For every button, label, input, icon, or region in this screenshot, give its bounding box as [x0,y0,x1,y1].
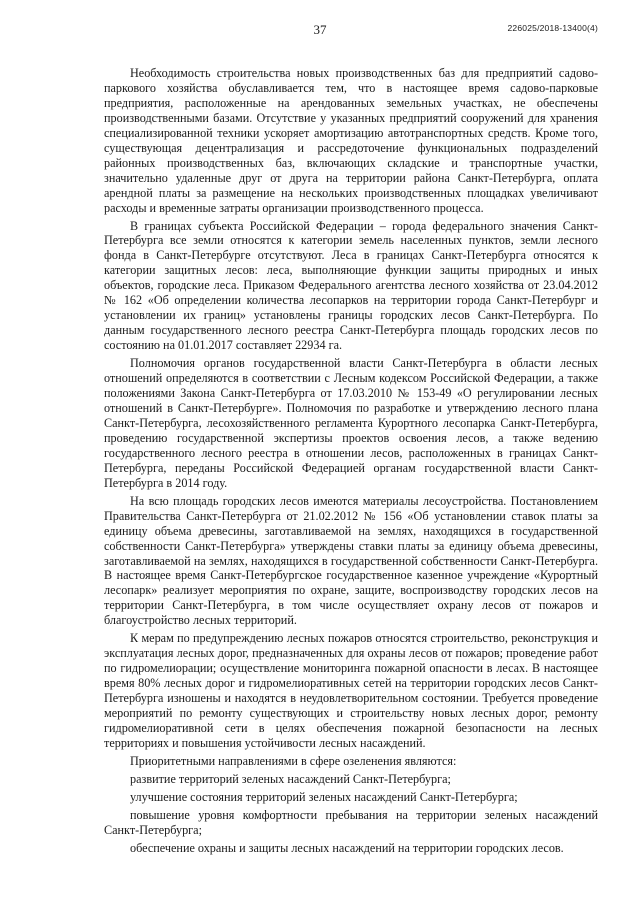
paragraph: На всю площадь городских лесов имеются материалы лесоустройства. Постановлением Правительства Санкт-Петербурга от 21.02.2012 № 156 «Об установлении ставок платы за единицу объема древесины, заготавливаемой на землях, находящихся в государственной собственности Санкт-Петербурга» утверждены ставки платы за единицу объема древесины, заготавливаемой на землях, находящихся в государственной собственности Санкт-Петербурга. В настоящее время Санкт-Петербургское государственное казенное учреждение «Курортный лесопарк» реализует мероприятия по охране, защите, воспроизводству городских лесов на территории Санкт-Петербурга, в том числе осуществляет охрану лесов от пожаров и благоустройство лесных территорий. [104,493,598,628]
document-code: 226025/2018-13400(4) [507,23,598,33]
page-number: 37 [313,22,327,37]
list-item: развитие территорий зеленых насаждений Санкт-Петербурга; [130,771,451,786]
paragraph: К мерам по предупреждению лесных пожаров относятся строительство, реконструкция и эксплуатация лесных дорог, предназначенных для охраны лесов от пожаров; проведение работ по гидромелиорации; осуществление мониторинга пожарной опасности в лесах. В настоящее время 80% лесных дорог и гидромелиоративных сетей на территории городских лесов Санкт-Петербурга изношены и находятся в неудовлетворительном состоянии. Требуется проведение мероприятий по ремонту существующих и строительству новых лесных дорог, ремонту гидромелиоративной сети в целях обеспечения пожарной безопасности на лесных территориях и повышения устойчивости лесных насаждений. [104,631,598,750]
document-body [104,66,598,856]
paragraph: Необходимость строительства новых производственных баз для предприятий садово-паркового хозяйства обуславливается тем, что в настоящее время садово-парковые предприятия, расположенные на арендованных земельных участках, не обеспечены производственными базами. Отсутствие у указанных предприятий сооружений для хранения специализированной техники ускоряет амортизацию автотранспортных средств. Кроме того, существующая децентрализация и рассредоточение функциональных подразделений районных производственных баз, включающих складские и транспортные участки, значительно удаленные друг от друга на территории района Санкт-Петербурга, оплата арендной платы за размещение на нескольких производственных площадках увеличивают расходы и временные затраты организации производственного процесса. [104,66,598,215]
list-item: повышение уровня комфортности пребывания на территории зеленых насаждений Санкт-Петербурга; [104,807,598,837]
paragraph: Приоритетными направлениями в сфере озеленения являются: [130,753,457,768]
list-item: улучшение состояния территорий зеленых насаждений Санкт-Петербурга; [130,789,518,804]
list-item: обеспечение охраны и защиты лесных насаждений на территории городских лесов. [130,840,564,855]
paragraph: В границах субъекта Российской Федерации – города федерального значения Санкт-Петербурга все земли относятся к категории земель населенных пунктов, земли лесного фонда в Санкт-Петербурге отсутствуют. Леса в границах Санкт-Петербурга относятся к категории защитных лесов: леса, выполняющие функции защиты природных и иных объектов, городские леса. Приказом Федерального агентства лесного хозяйства от 23.04.2012 № 162 «Об определении количества лесопарков на территории города Санкт-Петербург и установлении их границ» установлены границы городских лесов Санкт-Петербурга. По данным государственного лесного реестра Санкт-Петербурга площадь городских лесов по состоянию на 01.01.2017 составляет 22934 га. [104,218,598,353]
paragraph: Полномочия органов государственной власти Санкт-Петербурга в области лесных отношений определяются в соответствии с Лесным кодексом Российской Федерации, а также положениями Закона Санкт-Петербурга от 17.03.2010 № 153-49 «О регулировании лесных отношений в Санкт-Петербурге». Полномочия по разработке и утверждению лесного плана Санкт-Петербурга, лесохозяйственного регламента Курортного лесопарка Санкт-Петербурга, проведению государственной экспертизы проектов освоения лесов, а также ведению государственного лесного реестра в отношении лесов, расположенных в границах Санкт-Петербурга, переданы Российской Федерацией органам государственной власти Санкт-Петербурга в 2014 году. [104,356,598,490]
